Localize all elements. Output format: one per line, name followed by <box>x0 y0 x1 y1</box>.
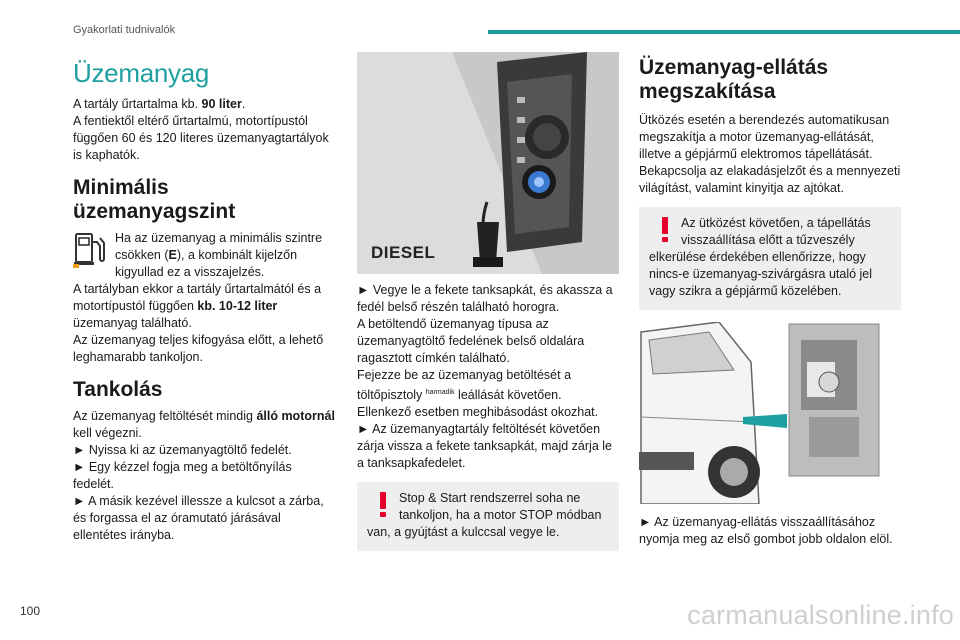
fill-stop-text: Fejezze be az üzemanyag betöltését a töltőpisztoly $^{harmadik}$ leállását követően. Ellenkező esetben meghibásodást okozhat. <box>357 368 599 420</box>
cap-close-text: ► Az üzemanyagtartály feltöltését követően zárja vissza a fekete tanksapkát, majd zárja le a tanksapkafedelet. <box>357 422 612 471</box>
van-illustration <box>639 322 901 504</box>
page-title: Üzemanyag <box>73 58 210 88</box>
page-number: 100 <box>20 604 41 618</box>
crash-warning: Az ütközést követően, a tápellátás visszaállítása előtt a tűzveszély elkerülése érdekében ellenőrizze, hogy nincs-e üzemanyag-szivárgásra utaló jel vagy szikra a gépjármű közelében. <box>639 207 901 310</box>
fuel-cutoff-heading: Üzemanyag-ellátás megszakítása <box>639 56 829 103</box>
column-left <box>73 52 335 544</box>
column-middle <box>357 52 619 561</box>
min-level-amount: A tartályban ekkor a tartály űrtartalmától és a motortípustól függően kb. 10-12 liter üzemanyag található. <box>73 282 322 330</box>
fuel-pump-icon <box>73 230 109 268</box>
fuel-type-text: A betöltendő üzemanyag típusa az üzemanyagtöltő fedelének belső oldalára ragasztott címkén található. <box>357 317 585 365</box>
min-level-advice: Az üzemanyag teljes kifogyása előtt, a lehető leghamarabb tankoljon. <box>73 333 324 364</box>
stop-start-warning: Stop & Start rendszerrel soha ne tankoljon, ha a motor STOP módban van, a gyújtást a kulccsal vegye le. <box>357 482 619 551</box>
section-header: Gyakorlati tudnivalók <box>73 24 176 36</box>
fuel-filler-photo <box>357 52 619 274</box>
cutoff-text-2: Bekapcsolja az elakadásjelzőt és a mennyezeti világítást, valamint kinyitja az ajtókat. <box>639 164 901 195</box>
min-level-heading: Minimális üzemanyagszint <box>73 176 236 223</box>
warning-exclamation-icon <box>373 490 393 518</box>
van-reset-button-photo <box>639 322 901 504</box>
diesel-label: DIESEL <box>371 243 436 262</box>
refuel-intro: Az üzemanyag feltöltését mindig álló motornál kell végezni. <box>73 409 335 440</box>
header-accent-bar <box>488 30 960 34</box>
column-right <box>639 52 901 548</box>
cap-removal-text: ► Vegye le a fekete tanksapkát, és akassza a fedél belső részén található horogra. <box>357 283 613 314</box>
fuel-filler-illustration <box>357 52 619 274</box>
capacity-text: A tartály űrtartalma kb. 90 liter. <box>73 97 246 111</box>
cutoff-text-1: Ütközés esetén a berendezés automatikusan megszakítja a motor üzemanyag-ellátását, illetve a gépjármű elektromos tápellátását. <box>639 113 890 161</box>
warning-exclamation-icon <box>655 215 675 243</box>
refuel-heading: Tankolás <box>73 378 163 401</box>
watermark: carmanualsonline.info <box>687 600 954 630</box>
refuel-step-2: ► Egy kézzel fogja meg a betöltőnyílás fedelét. <box>73 460 292 491</box>
min-level-block: Ha az üzemanyag a minimális szintre csökken (E), a kombinált kijelzőn kigyullad ez a visszajelzés. A tartályban ekkor a tartály űrtartalmától és a motortípustól függően kb. 10-12 liter üzemanyag található. Az üzemanyag teljes kifogyása előtt, a lehető leghamarabb tankoljon. <box>73 230 335 366</box>
capacity-note: A fentiektől eltérő űrtartalmú, motortípustól függően 60 és 120 literes üzemanyagtartályok is kaphatók. <box>73 114 329 162</box>
refuel-step-1: ► Nyissa ki az üzemanyagtöltő fedelét. <box>73 443 292 457</box>
reset-instruction: ► Az üzemanyag-ellátás visszaállításához nyomja meg az első gombot jobb oldalon elöl. <box>639 515 893 546</box>
refuel-step-3: ► A másik kezével illessze a kulcsot a zárba, és forgassa el az óramutató járásával ellentétes irányba. <box>73 494 324 542</box>
